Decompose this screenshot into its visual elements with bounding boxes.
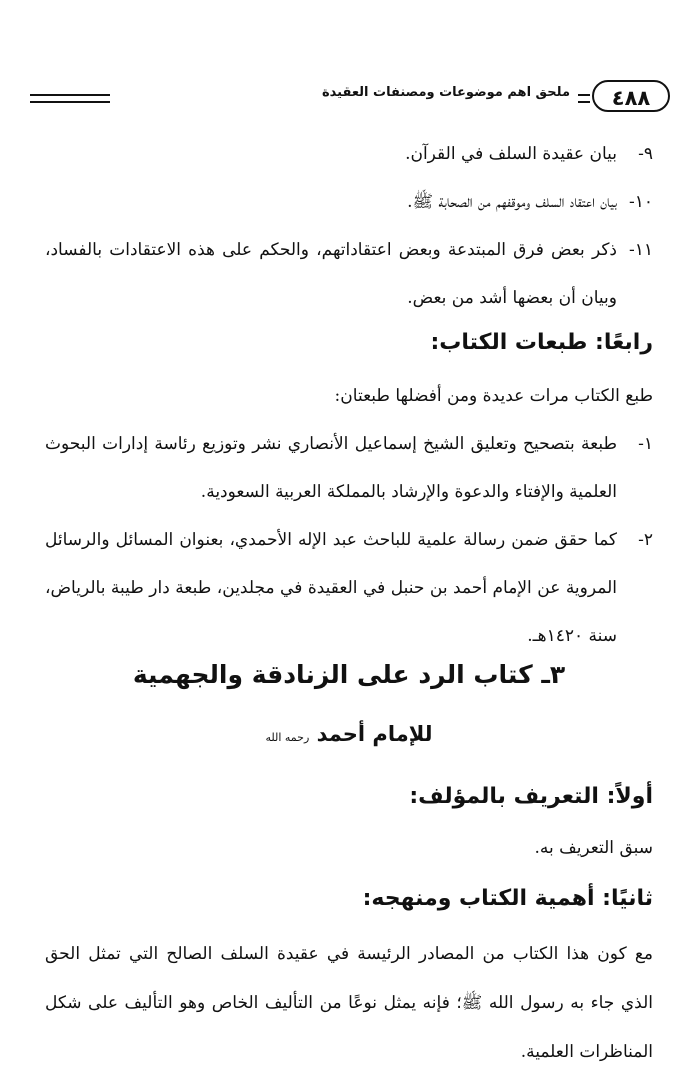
section-heading-author: أولاً: التعريف بالمؤلف: [409, 784, 653, 809]
list-item-9 [45, 130, 653, 178]
subtitle-text: للإمام أحمد [316, 722, 433, 746]
edition-item-2 [45, 516, 653, 660]
list-number: ١- [638, 434, 653, 454]
list-text: بيان اعتقاد السلف وموقفهم من الصحابة ﷺ. [407, 192, 617, 212]
list-text: طبعة بتصحيح وتعليق الشيخ إسماعيل الأنصاري نشر وتوزيع رئاسة إدارات البحوث العلمية والإفتاء والدعوة والإرشاد بالمملكة العربية السعودية. [45, 434, 617, 502]
list-number: ٩- [638, 144, 653, 164]
list-text: كما حقق ضمن رسالة علمية للباحث عبد الإله الأحمدي، بعنوان المسائل والرسائل المروية عن الإمام أحمد بن حنبل في العقيدة في مجلدين، طبعة دار طيبة بالرياض، سنة ١٤٢٠هـ. [45, 530, 617, 646]
running-header [30, 80, 670, 114]
editions-intro: طبع الكتاب مرات عديدة ومن أفضلها طبعتان: [334, 386, 653, 406]
importance-text: مع كون هذا الكتاب من المصادر الرئيسة في عقيدة السلف الصالح التي تمثل الحق الذي جاء به رسول الله ﷺ؛ فإنه يمثل نوعًا من التأليف الخاص وهو التأليف على شكل المناظرات العلمية. [45, 944, 653, 1062]
list-text: بيان عقيدة السلف في القرآن. [405, 144, 617, 164]
section-heading-editions: رابعًا: طبعات الكتاب: [430, 330, 653, 355]
list-text: ذكر بعض فرق المبتدعة وبعض اعتقاداتهم، والحكم على هذه الاعتقادات بالفساد، وبيان أن بعضها أشد من بعض. [45, 240, 617, 308]
author-text: سبق التعريف به. [534, 838, 653, 858]
edition-item-1 [45, 420, 653, 516]
list-number: ١١- [628, 240, 653, 260]
honorific-glyph: رحمه الله [265, 731, 310, 744]
book-title: ٣ـ كتاب الرد على الزنادقة والجهمية [132, 660, 566, 689]
list-item-10 [45, 178, 653, 226]
page-number: ٤٨٨ [592, 80, 670, 112]
running-title: ملحق اهم موضوعات ومصنفات العقيدة [321, 85, 570, 100]
header-rule-right [578, 94, 590, 103]
book-subtitle [0, 722, 698, 746]
header-rule-left [30, 94, 110, 103]
list-item-11 [45, 226, 653, 322]
list-number: ١٠- [628, 192, 653, 212]
list-number: ٢- [638, 530, 653, 550]
section-heading-importance: ثانيًا: أهمية الكتاب ومنهجه: [362, 886, 653, 911]
